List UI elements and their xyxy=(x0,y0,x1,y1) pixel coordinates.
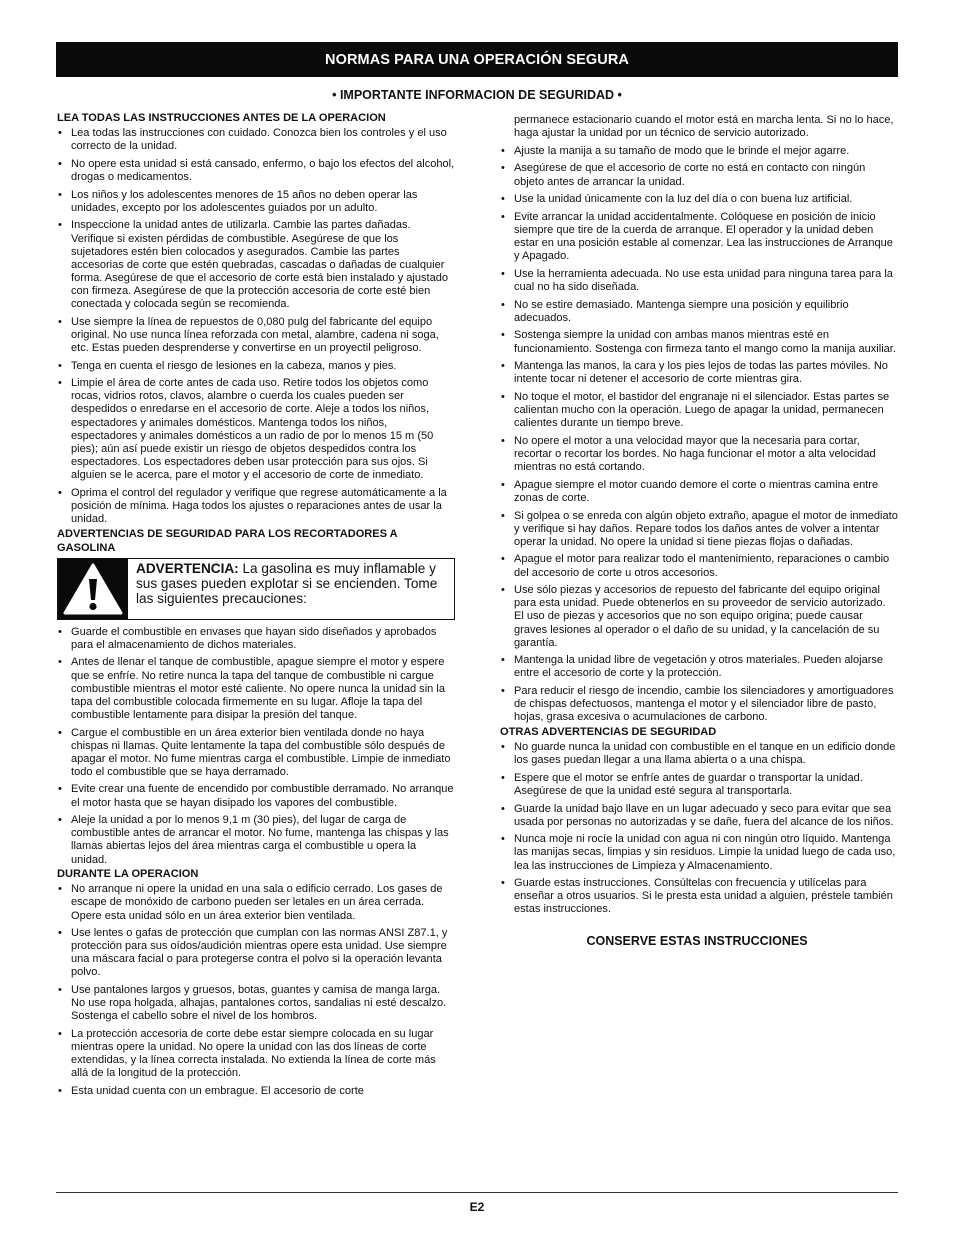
list-item: • Use lentes o gafas de protección que cumplan con las normas ANSI Z87.1, y protección para sus oídos/audición mientras opere esta unidad. Use siempre una máscara facial o para protegerse contra el polvo si la operación levanta polvo. xyxy=(57,927,455,979)
list-item: • Tenga en cuenta el riesgo de lesiones en la cabeza, manos y pies. xyxy=(57,360,455,373)
list-item: • Los niños y los adolescentes menores de 15 años no deben operar las unidades, excepto por los adolescentes guiados por un adulto. xyxy=(57,189,455,215)
right-column xyxy=(500,114,898,948)
left-column xyxy=(57,112,455,1103)
gas-list xyxy=(57,626,455,867)
section-subtitle: • IMPORTANTE INFORMACION DE SEGURIDAD • xyxy=(332,88,622,102)
list-item: • Use la unidad únicamente con la luz del día o con buena luz artificial. xyxy=(500,193,898,206)
list-item: • Limpie el área de corte antes de cada uso. Retire todos los objetos como rocas, vidrios rotos, clavos, alambre o cuerda los cuales pueden ser despedidos o enredarse en el accesorio de corte. Aleje a todos los niños, espectadores y animales domésticos. Mantenga todos los niños, espectadores y animales domésticos a un radio de por lo menos 15 m (50 pies); aún así puede existir un riesgo de objetos despedidos contra los espectadores. Los espectadores deben usar protección para sus ojos. Si alguien se le acerca, pare el motor y el accesorio de corte de inmediato. xyxy=(57,377,455,482)
warning-body: La gasolina es muy inflamable y sus gases pueden explotar si se encienden. Tome las siguientes precauciones: xyxy=(136,560,438,607)
other-heading: OTRAS ADVERTENCIAS DE SEGURIDAD xyxy=(500,725,717,738)
other-list xyxy=(500,741,898,917)
list-item: • No guarde nunca la unidad con combustible en el tanque en un edificio donde los gases puedan llegar a una llama abierta o a una chispa. xyxy=(500,741,898,767)
list-item: • Ajuste la manija a su tamaño de modo que le brinde el mejor agarre. xyxy=(500,145,898,158)
list-item: • Apague siempre el motor cuando demore el corte o mientras camina entre zonas de corte. xyxy=(500,479,898,505)
list-item: • Asegúrese de que el accesorio de corte no está en contacto con ningún objeto antes de arrancar la unidad. xyxy=(500,162,898,188)
list-item: • Aleje la unidad a por lo menos 9,1 m (30 pies), del lugar de carga de combustible antes de arrancar el motor. No fume, mantenga las chispas y las llamas abiertas lejos del área mientras carga el combustible u opera la unidad. xyxy=(57,814,455,866)
list-item: • Nunca moje ni rocíe la unidad con agua ni con ningún otro líquido. Mantenga las manijas secas, limpias y sin residuos. Limpie la unidad luego de cada uso, lea las instrucciones de Limpieza y Almacenamiento. xyxy=(500,833,898,872)
read-list xyxy=(57,127,455,526)
list-item: • Inspeccione la unidad antes de utilizarla. Cambie las partes dañadas. Verifique si existen pérdidas de combustible. Asegúrese de que los sujetadores estén bien colocados y asegurados. Cambie las partes accesorias de corte que estén quebradas, cascadas o dañadas de cualquier forma. Asegúrese de que el accesorio de corte está bien instalado y ajustado con firmeza. Asegúrese de que la protección accesoria de corte esté bien conectada y colocada según se recomienda. xyxy=(57,219,455,311)
page-header xyxy=(56,42,898,77)
warning-label: ADVERTENCIA: xyxy=(136,560,239,576)
list-item: • Esta unidad cuenta con un embrague. El accesorio de corte xyxy=(57,1085,455,1098)
list-item: • No opere el motor a una velocidad mayor que la necesaria para cortar, recortar o recortar los bordes. No haga funcionar el motor a alta velocidad mientras no está cortando. xyxy=(500,435,898,474)
page-number: E2 xyxy=(469,1200,485,1214)
list-item: • Mantenga las manos, la cara y los pies lejos de todas las partes móviles. No intente tocar ni detener el accesorio de corte mientras gira. xyxy=(500,360,898,386)
list-item: • Guarde estas instrucciones. Consúltelas con frecuencia y utilícelas para enseñar a otros usuarios. Si le presta esta unidad a alguien, préstele también estas instrucciones. xyxy=(500,877,898,916)
operation-heading: DURANTE LA OPERACION xyxy=(57,868,199,881)
list-item: • Guarde el combustible en envases que hayan sido diseñados y aprobados para el almacenamiento de dichos materiales. xyxy=(57,626,455,652)
list-item: • Cargue el combustible en un área exterior bien ventilada donde no haya chispas ni llamas. Quite lentamente la tapa del combustible sólo después de apagar el motor. No fume mientras carga el combustible. Limpie de inmediato todo el combustible que se haya derramado. xyxy=(57,727,455,779)
list-item: • Apague el motor para realizar todo el mantenimiento, reparaciones o cambio del accesorio de corte u otros accesorios. xyxy=(500,553,898,579)
list-item: • Lea todas las instrucciones con cuidado. Conozca bien los controles y el uso correcto de la unidad. xyxy=(57,127,455,153)
operation-continued: permanece estacionario cuando el motor está en marcha lenta. Si no lo hace, haga ajustar la unidad por un técnico de servicio autorizado. xyxy=(514,114,894,140)
list-item: • La protección accesoria de corte debe estar siempre colocada en su lugar mientras opere la unidad. No opere la unidad con las dos líneas de corte extendidas, y la línea correcta instalada. No extienda la línea de corte más allá de la longitud de la protección. xyxy=(57,1028,455,1080)
list-item: • Use la herramienta adecuada. No use esta unidad para ninguna tarea para la cual no ha sido diseñada. xyxy=(500,268,898,294)
list-item: • No toque el motor, el bastidor del engranaje ni el silenciador. Estas partes se calientan mucho con la operación. Luego de apagar la unidad, permanecen calientes durante un tiempo breve. xyxy=(500,391,898,430)
conserve-note: CONSERVE ESTAS INSTRUCCIONES xyxy=(586,933,808,948)
read-heading: LEA TODAS LAS INSTRUCCIONES ANTES DE LA OPERACION xyxy=(57,112,386,124)
list-item: • Espere que el motor se enfríe antes de guardar o transportar la unidad. Asegúrese de que la unidad esté segura al transportarla. xyxy=(500,772,898,798)
list-item: • Antes de llenar el tanque de combustible, apague siempre el motor y espere que se enfríe. No retire nunca la tapa del tanque de combustible ni cargue combustible mientras el motor esté caliente. No opere nunca la unidad sin la tapa del combustible colocada firmemente en su lugar. Afloje la tapa del combustible lentamente para disipar la presión del tanque. xyxy=(57,656,455,721)
footer-divider xyxy=(56,1192,898,1193)
operation-list xyxy=(57,883,455,1098)
list-item: • Use siempre la línea de repuestos de 0,080 pulg del fabricante del equipo original. No use nunca línea reforzada con metal, alambre, cadena ni soga, etc. Estas pueden desprenderse y convertirse en un proyectil peligroso. xyxy=(57,316,455,355)
list-item: • Use sólo piezas y accesorios de repuesto del fabricante del equipo original para esta unidad. Puede obtenerlos en su proveedor de servicio autorizado. El uso de piezas y accesorios que no son equipo origina; puede causar graves lesiones al operador o el daño de su unidad, y la cancelación de su garantía. xyxy=(500,584,898,649)
list-item: • Si golpea o se enreda con algún objeto extraño, apague el motor de inmediato y verifique si hay daños. Repare todos los daños antes de volver a intentar operar la unidad. No opere la unidad si tiene piezas flojas o dañadas. xyxy=(500,510,898,549)
list-item: • No arranque ni opere la unidad en una sala o edificio cerrado. Los gases de escape de monóxido de carbono pueden ser letales en un área cerrada. Opere esta unidad sólo en un área exterior bien ventilada. xyxy=(57,883,455,922)
list-item: • Sostenga siempre la unidad con ambas manos mientras esté en funcionamiento. Sostenga con firmeza tanto el mango como la manija auxiliar. xyxy=(500,329,898,355)
page-title: NORMAS PARA UNA OPERACIÓN SEGURA xyxy=(325,51,629,68)
warning-box xyxy=(57,558,455,620)
list-item: • Guarde la unidad bajo llave en un lugar adecuado y seco para evitar que sea usada por personas no autorizadas y se dañe, fuera del alcance de los niños. xyxy=(500,803,898,829)
list-item: • Oprima el control del regulador y verifique que regrese automáticamente a la posición de mínima. Haga todos los ajustes o reparaciones antes de usar la unidad. xyxy=(57,487,455,526)
list-item: • No opere esta unidad si está cansado, enfermo, o bajo los efectos del alcohol, drogas o medicamentos. xyxy=(57,158,455,184)
warning-text xyxy=(128,559,454,607)
list-item: • Mantenga la unidad libre de vegetación y otros materiales. Pueden alojarse entre el accesorio de corte y la protección. xyxy=(500,654,898,680)
list-item: • Evite arrancar la unidad accidentalmente. Colóquese en posición de inicio siempre que tire de la cuerda de arranque. El operador y la unidad deben estar en una posición estable al comenzar. Lea las instrucciones de Arranque y Apagado. xyxy=(500,211,898,263)
list-item: • Evite crear una fuente de encendido por combustible derramado. No arranque el motor hasta que se hayan disipado los vapores del combustible. xyxy=(57,783,455,809)
operation-list-continued xyxy=(500,145,898,725)
list-item: • Use pantalones largos y gruesos, botas, guantes y camisa de manga larga. No use ropa holgada, alhajas, pantalones cortos, sandalias ni esté descalzo. Sostenga el cabello sobre el nivel de los hombros. xyxy=(57,984,455,1023)
gas-heading: ADVERTENCIAS DE SEGURIDAD PARA LOS RECORTADORES A GASOLINA xyxy=(57,528,398,554)
list-item: • Para reducir el riesgo de incendio, cambie los silenciadores y amortiguadores de chispas defectuosos, mantenga el motor y el silenciador libre de pasto, hojas, grasa excesiva o acumulaciones de carbono. xyxy=(500,685,898,724)
list-item: • No se estire demasiado. Mantenga siempre una posición y equilibrio adecuados. xyxy=(500,299,898,325)
warning-triangle-icon xyxy=(58,559,128,619)
